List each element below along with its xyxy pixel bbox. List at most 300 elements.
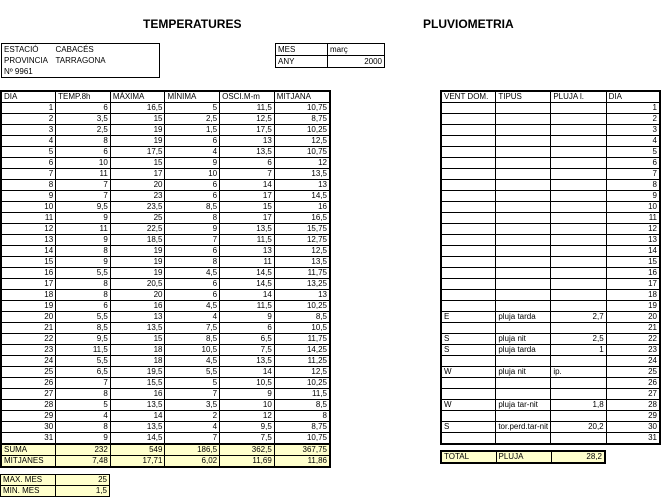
- month-extremes: [0, 474, 110, 497]
- table-cell: 14,5: [274, 191, 330, 202]
- sum-cell: SUMA: [1, 444, 56, 456]
- table-row: [1, 433, 330, 445]
- table-cell: [441, 323, 496, 334]
- table-cell: [551, 301, 606, 312]
- table-cell: [551, 389, 606, 400]
- table-cell: 4,5: [165, 301, 220, 312]
- table-cell: 1,5: [165, 125, 220, 136]
- table-cell: 13,5: [274, 169, 330, 180]
- sum-cell: 549: [110, 444, 165, 456]
- table-cell: [496, 114, 551, 125]
- table-cell: 6: [165, 279, 220, 290]
- period-label: MES: [276, 44, 328, 56]
- table-cell: 14: [110, 411, 165, 422]
- table-cell: [496, 224, 551, 235]
- table-cell: 13,5: [110, 323, 165, 334]
- column-header: TIPUS: [496, 91, 551, 103]
- table-cell: 19: [110, 257, 165, 268]
- table-cell: 1: [606, 103, 660, 114]
- info-row: [2, 55, 160, 66]
- table-cell: 6: [56, 147, 111, 158]
- table-cell: 8: [165, 257, 220, 268]
- temperature-table: [0, 90, 331, 468]
- table-cell: 11: [1, 213, 56, 224]
- table-cell: 6: [220, 323, 275, 334]
- table-cell: 16: [274, 202, 330, 213]
- table-cell: 2: [606, 114, 660, 125]
- table-cell: 28: [1, 400, 56, 411]
- table-cell: 8: [56, 290, 111, 301]
- table-cell: ip.: [551, 367, 606, 378]
- table-cell: 18: [1, 290, 56, 301]
- table-row: [441, 323, 660, 334]
- table-cell: tor.perd.tar-nit: [496, 422, 551, 433]
- table-cell: 11: [606, 213, 660, 224]
- table-cell: 27: [606, 389, 660, 400]
- table-cell: 5,5: [165, 367, 220, 378]
- table-cell: 10,25: [274, 125, 330, 136]
- table-cell: 19: [1, 301, 56, 312]
- table-cell: [441, 180, 496, 191]
- table-cell: 6: [165, 191, 220, 202]
- table-cell: [551, 202, 606, 213]
- table-cell: 11,75: [274, 334, 330, 345]
- table-cell: 11: [56, 169, 111, 180]
- table-cell: [496, 103, 551, 114]
- table-cell: [441, 301, 496, 312]
- period-label: ANY: [276, 56, 328, 68]
- table-cell: 12: [606, 224, 660, 235]
- table-cell: 16,5: [110, 103, 165, 114]
- table-cell: 12,5: [274, 367, 330, 378]
- table-cell: 15: [110, 158, 165, 169]
- table-cell: 11,5: [220, 235, 275, 246]
- table-cell: 28: [606, 400, 660, 411]
- table-cell: 12: [274, 158, 330, 169]
- table-cell: 7: [165, 433, 220, 445]
- table-cell: pluja tarda: [496, 345, 551, 356]
- table-cell: 12,5: [274, 246, 330, 257]
- temperatures-title: TEMPERATURES: [143, 17, 242, 31]
- table-cell: 19: [110, 268, 165, 279]
- table-cell: 16,5: [274, 213, 330, 224]
- table-cell: S: [441, 345, 496, 356]
- extreme-value: 1,5: [56, 486, 110, 497]
- table-cell: [496, 158, 551, 169]
- table-cell: 22: [1, 334, 56, 345]
- table-row: [1, 114, 330, 125]
- table-cell: 14: [220, 180, 275, 191]
- table-row: [1, 389, 330, 400]
- table-row: [1, 334, 330, 345]
- table-row: [1, 235, 330, 246]
- table-cell: 9,5: [56, 334, 111, 345]
- table-cell: 10,25: [274, 378, 330, 389]
- table-cell: 29: [1, 411, 56, 422]
- table-cell: [496, 125, 551, 136]
- table-cell: [551, 235, 606, 246]
- table-row: [441, 312, 660, 323]
- table-cell: 6: [165, 246, 220, 257]
- table-row: [441, 114, 660, 125]
- table-cell: [496, 301, 551, 312]
- table-cell: 8: [56, 389, 111, 400]
- table-cell: 13: [274, 290, 330, 301]
- column-header: MITJANA: [274, 91, 330, 103]
- table-cell: 3,5: [165, 400, 220, 411]
- table-row: [1, 147, 330, 158]
- table-cell: 6,5: [56, 367, 111, 378]
- table-cell: [551, 125, 606, 136]
- table-cell: 6: [220, 158, 275, 169]
- table-cell: 12,5: [220, 114, 275, 125]
- table-cell: 4: [165, 422, 220, 433]
- table-cell: [441, 158, 496, 169]
- table-cell: [441, 246, 496, 257]
- table-row: [441, 136, 660, 147]
- table-cell: 10: [165, 169, 220, 180]
- table-cell: 13: [110, 312, 165, 323]
- extreme-label: MAX. MES: [1, 475, 56, 486]
- table-cell: 11,5: [274, 389, 330, 400]
- table-cell: 14: [1, 246, 56, 257]
- table-cell: [496, 257, 551, 268]
- table-cell: 6,5: [220, 334, 275, 345]
- table-row: [441, 235, 660, 246]
- temp-header-row: [1, 91, 330, 103]
- table-cell: 20: [110, 180, 165, 191]
- sum-cell: 232: [56, 444, 111, 456]
- table-cell: 16: [1, 268, 56, 279]
- table-cell: 8,5: [165, 334, 220, 345]
- table-cell: 6: [165, 290, 220, 301]
- table-cell: [441, 191, 496, 202]
- pluviometry-total: [440, 450, 606, 464]
- table-cell: 15,75: [274, 224, 330, 235]
- table-row: [441, 224, 660, 235]
- table-cell: [551, 411, 606, 422]
- table-row: [441, 345, 660, 356]
- table-cell: [496, 202, 551, 213]
- table-cell: [496, 169, 551, 180]
- column-header: VENT DOM.: [441, 91, 496, 103]
- period-value: 2000: [328, 56, 385, 68]
- table-cell: 23: [1, 345, 56, 356]
- table-cell: 7: [1, 169, 56, 180]
- table-cell: 9,5: [220, 422, 275, 433]
- table-cell: 31: [606, 433, 660, 445]
- table-cell: 1: [551, 345, 606, 356]
- table-row: [441, 202, 660, 213]
- table-cell: 13: [220, 136, 275, 147]
- table-cell: 10,5: [165, 345, 220, 356]
- period-row: [276, 44, 385, 56]
- table-row: [441, 246, 660, 257]
- table-cell: [496, 433, 551, 445]
- table-cell: 10,5: [274, 323, 330, 334]
- table-row: [441, 411, 660, 422]
- table-cell: 7,5: [220, 433, 275, 445]
- table-cell: 4: [165, 147, 220, 158]
- table-cell: 24: [606, 356, 660, 367]
- column-header: DIA: [1, 91, 56, 103]
- table-cell: [551, 378, 606, 389]
- table-cell: [551, 114, 606, 125]
- table-cell: 5,5: [56, 356, 111, 367]
- table-cell: 5: [1, 147, 56, 158]
- table-cell: [496, 378, 551, 389]
- table-cell: 30: [1, 422, 56, 433]
- table-row: [441, 125, 660, 136]
- table-cell: 10,75: [274, 147, 330, 158]
- table-cell: [551, 433, 606, 445]
- table-cell: 2: [165, 411, 220, 422]
- table-cell: 9: [165, 158, 220, 169]
- table-cell: 7: [165, 389, 220, 400]
- table-cell: [551, 224, 606, 235]
- table-cell: [441, 202, 496, 213]
- table-cell: 4: [165, 312, 220, 323]
- table-cell: 19,5: [110, 367, 165, 378]
- table-cell: [551, 356, 606, 367]
- info-value: TARRAGONA: [55, 56, 106, 65]
- table-cell: [496, 213, 551, 224]
- table-row: [1, 224, 330, 235]
- table-cell: 2,7: [551, 312, 606, 323]
- table-cell: 15,5: [110, 378, 165, 389]
- table-cell: 13,5: [110, 422, 165, 433]
- column-header: PLUJA l.: [551, 91, 606, 103]
- table-cell: 6: [1, 158, 56, 169]
- table-cell: 13,5: [220, 224, 275, 235]
- table-cell: [551, 279, 606, 290]
- table-cell: 9: [1, 191, 56, 202]
- table-row: [1, 411, 330, 422]
- table-cell: 13: [1, 235, 56, 246]
- table-cell: [441, 147, 496, 158]
- table-cell: [441, 389, 496, 400]
- table-cell: [441, 290, 496, 301]
- table-cell: 7,5: [165, 323, 220, 334]
- table-cell: [441, 356, 496, 367]
- station-info: [1, 43, 160, 78]
- table-cell: 10,5: [220, 378, 275, 389]
- table-cell: 5: [165, 378, 220, 389]
- table-cell: 14,5: [220, 268, 275, 279]
- table-cell: 19: [110, 136, 165, 147]
- table-cell: pluja tarda: [496, 312, 551, 323]
- table-cell: 20,2: [551, 422, 606, 433]
- total-cell: PLUJA: [496, 451, 551, 463]
- table-cell: [441, 279, 496, 290]
- table-cell: 9: [56, 433, 111, 445]
- column-header: MÀXIMA: [110, 91, 165, 103]
- table-cell: 30: [606, 422, 660, 433]
- table-cell: 11,25: [274, 356, 330, 367]
- table-cell: 3: [1, 125, 56, 136]
- table-row: [1, 312, 330, 323]
- table-cell: [496, 290, 551, 301]
- table-row: [441, 433, 660, 445]
- table-cell: 20: [606, 312, 660, 323]
- table-cell: 2,5: [551, 334, 606, 345]
- table-cell: 9: [606, 191, 660, 202]
- table-cell: 4: [1, 136, 56, 147]
- table-cell: 20: [1, 312, 56, 323]
- table-cell: 13: [274, 180, 330, 191]
- table-cell: 29: [606, 411, 660, 422]
- pluviometry-title: PLUVIOMETRIA: [423, 17, 514, 31]
- table-cell: 7: [606, 169, 660, 180]
- table-cell: [496, 147, 551, 158]
- table-row: [441, 257, 660, 268]
- table-cell: 13,5: [220, 356, 275, 367]
- table-cell: S: [441, 334, 496, 345]
- table-cell: 13,5: [274, 257, 330, 268]
- average-cell: 11,69: [220, 456, 275, 468]
- table-row: [441, 367, 660, 378]
- table-cell: 25: [1, 367, 56, 378]
- info-row: [2, 66, 160, 78]
- table-cell: 14: [220, 367, 275, 378]
- table-row: [441, 356, 660, 367]
- column-header: DIA: [606, 91, 660, 103]
- table-cell: 19: [110, 125, 165, 136]
- table-cell: 11,75: [274, 268, 330, 279]
- table-cell: 8: [606, 180, 660, 191]
- table-cell: [496, 246, 551, 257]
- table-cell: 22,5: [110, 224, 165, 235]
- table-cell: 25: [606, 367, 660, 378]
- table-cell: 2,5: [56, 125, 111, 136]
- sum-cell: 362,5: [220, 444, 275, 456]
- table-cell: [441, 257, 496, 268]
- table-cell: 18: [110, 345, 165, 356]
- period-row: [276, 56, 385, 68]
- table-row: [441, 180, 660, 191]
- table-cell: [496, 191, 551, 202]
- table-cell: 16: [110, 389, 165, 400]
- extreme-label: MIN. MES: [1, 486, 56, 497]
- table-cell: [441, 136, 496, 147]
- table-cell: 16: [606, 268, 660, 279]
- table-row: [1, 367, 330, 378]
- table-row: [441, 290, 660, 301]
- table-cell: 6: [165, 180, 220, 191]
- table-cell: [496, 411, 551, 422]
- period-value: març: [328, 44, 385, 56]
- table-cell: [441, 103, 496, 114]
- table-cell: 17,5: [220, 125, 275, 136]
- table-cell: 11,5: [220, 301, 275, 312]
- table-cell: 12,5: [274, 136, 330, 147]
- table-cell: 4,5: [165, 356, 220, 367]
- table-cell: 21: [1, 323, 56, 334]
- table-cell: S: [441, 422, 496, 433]
- table-cell: 4: [606, 136, 660, 147]
- total-row: [441, 451, 605, 463]
- table-row: [1, 400, 330, 411]
- info-value: CABACÉS: [55, 45, 94, 54]
- column-header: MÍNIMA: [165, 91, 220, 103]
- average-row: [1, 456, 330, 468]
- table-cell: 7: [165, 235, 220, 246]
- total-cell: 28,2: [551, 451, 605, 463]
- table-cell: 8,5: [274, 312, 330, 323]
- table-cell: 9: [56, 213, 111, 224]
- table-row: [441, 268, 660, 279]
- table-cell: 8: [56, 422, 111, 433]
- table-cell: 2,5: [165, 114, 220, 125]
- table-cell: [441, 411, 496, 422]
- table-cell: 8: [165, 213, 220, 224]
- table-cell: 22: [606, 334, 660, 345]
- table-cell: 17: [220, 191, 275, 202]
- table-cell: 15: [1, 257, 56, 268]
- column-header: OSCI.M-m: [220, 91, 275, 103]
- table-row: [441, 301, 660, 312]
- table-cell: [496, 235, 551, 246]
- column-header: TEMP.8h: [56, 91, 111, 103]
- table-cell: 18: [110, 356, 165, 367]
- table-cell: 18,5: [110, 235, 165, 246]
- table-cell: [496, 279, 551, 290]
- table-row: [1, 422, 330, 433]
- table-cell: 5,5: [56, 268, 111, 279]
- table-cell: 14: [220, 290, 275, 301]
- pluv-header-row: [441, 91, 660, 103]
- table-cell: 15: [606, 257, 660, 268]
- table-cell: [551, 246, 606, 257]
- table-cell: [551, 147, 606, 158]
- table-cell: 15: [110, 114, 165, 125]
- info-row: [2, 44, 160, 56]
- sum-cell: 186,5: [165, 444, 220, 456]
- average-cell: 6,02: [165, 456, 220, 468]
- table-cell: 11,5: [56, 345, 111, 356]
- table-cell: 10: [56, 158, 111, 169]
- table-cell: 20,5: [110, 279, 165, 290]
- table-cell: 6: [56, 103, 111, 114]
- info-label: ESTACIÓ: [4, 45, 39, 54]
- table-cell: [551, 169, 606, 180]
- table-cell: 7: [56, 378, 111, 389]
- table-cell: 13,5: [220, 147, 275, 158]
- table-cell: 19: [606, 301, 660, 312]
- extreme-row: [1, 475, 110, 486]
- table-cell: 8,5: [165, 202, 220, 213]
- table-row: [441, 213, 660, 224]
- info-label: PROVINCIA: [4, 56, 49, 65]
- sum-row: [1, 444, 330, 456]
- table-row: [1, 301, 330, 312]
- table-cell: 14,5: [220, 279, 275, 290]
- table-cell: [441, 433, 496, 445]
- table-cell: 2: [1, 114, 56, 125]
- table-cell: 8: [274, 411, 330, 422]
- table-cell: 17: [1, 279, 56, 290]
- table-row: [1, 125, 330, 136]
- table-cell: 10: [606, 202, 660, 213]
- table-cell: 17: [220, 213, 275, 224]
- table-row: [1, 191, 330, 202]
- table-cell: 17: [110, 169, 165, 180]
- table-cell: 11,5: [220, 103, 275, 114]
- table-cell: [496, 180, 551, 191]
- table-cell: 6: [606, 158, 660, 169]
- average-cell: MITJANES: [1, 456, 56, 468]
- average-cell: 17,71: [110, 456, 165, 468]
